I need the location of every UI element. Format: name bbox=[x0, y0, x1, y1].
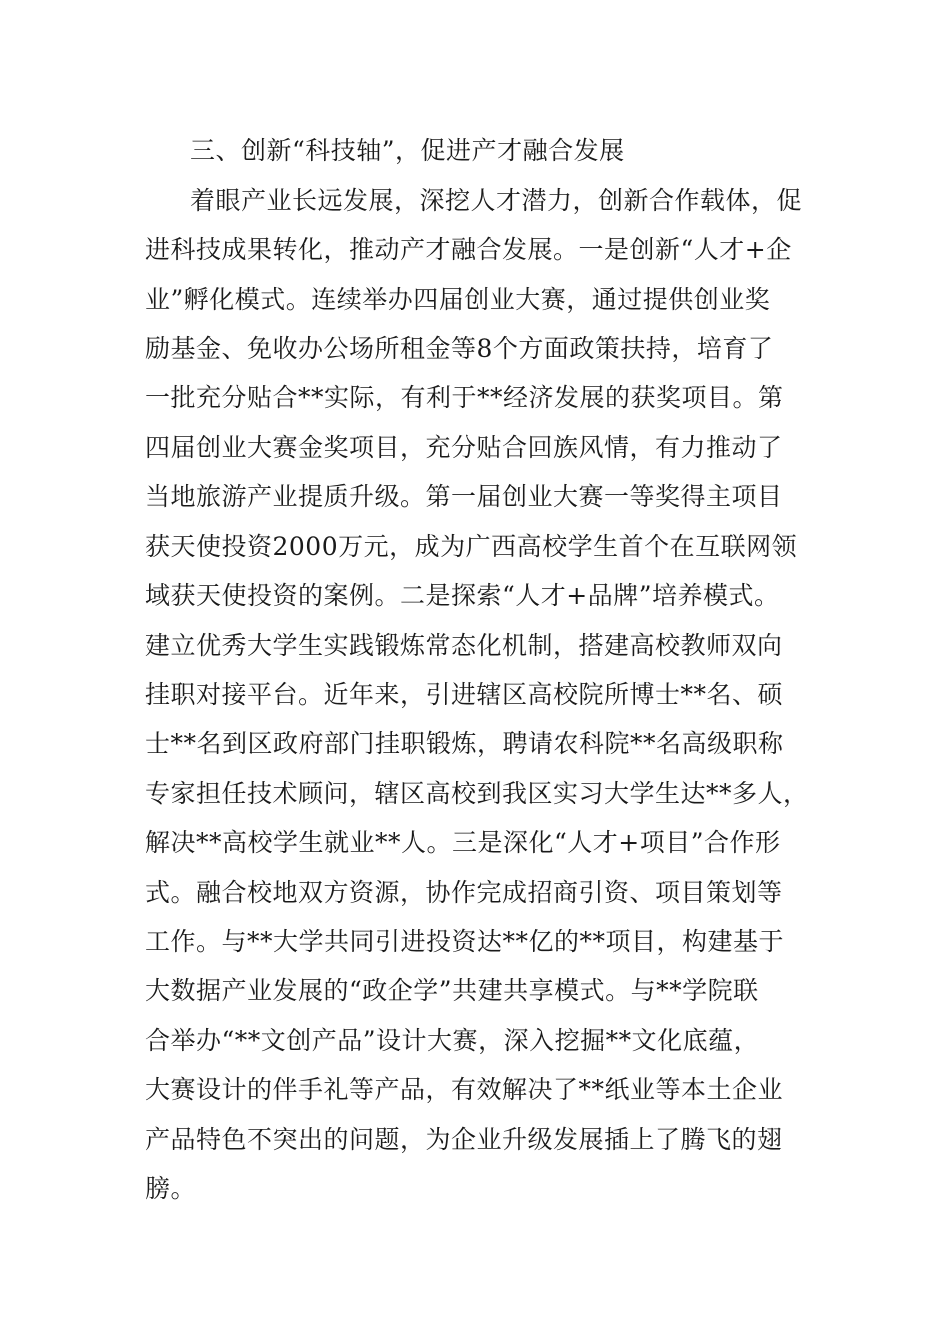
paragraph-line: 工作。与**大学共同引进投资达**亿的**项目，构建基于 bbox=[145, 927, 785, 956]
paragraph-line: 四届创业大赛金奖项目，充分贴合回族风情，有力推动了 bbox=[145, 433, 783, 462]
paragraph-line: 大数据产业发展的“政企学”共建共享模式。与**学院联 bbox=[145, 976, 759, 1005]
paragraph-line: 大赛设计的伴手礼等产品，有效解决了**纸业等本土企业 bbox=[145, 1075, 784, 1104]
paragraph-line: 着眼产业长远发展，深挖人才潜力，创新合作载体，促 bbox=[190, 186, 803, 215]
paragraph-line: 挂职对接平台。近年来，引进辖区高校院所博士**名、硕 bbox=[145, 680, 784, 709]
paragraph-line: 建立优秀大学生实践锻炼常态化机制，搭建高校教师双向 bbox=[145, 631, 783, 660]
paragraph-line: 域获天使投资的案例。二是探索“人才+品牌”培养模式。 bbox=[145, 581, 780, 610]
paragraph-line: 士**名到区政府部门挂职锻炼，聘请农科院**名高级职称 bbox=[145, 729, 784, 758]
paragraph-line: 一批充分贴合**实际，有利于**经济发展的获奖项目。第 bbox=[145, 383, 784, 412]
paragraph-line: 膀。 bbox=[145, 1174, 197, 1203]
paragraph-line: 业”孵化模式。连续举办四届创业大赛，通过提供创业奖 bbox=[145, 285, 771, 314]
section-heading: 三、创新“科技轴”，促进产才融合发展 bbox=[190, 136, 625, 165]
paragraph-line: 当地旅游产业提质升级。第一届创业大赛一等奖得主项目 bbox=[145, 482, 783, 511]
paragraph-line: 产品特色不突出的问题，为企业升级发展插上了腾飞的翅 bbox=[145, 1125, 783, 1154]
paragraph-line: 进科技成果转化，推动产才融合发展。一是创新“人才+企 bbox=[145, 235, 792, 264]
paragraph-line: 专家担任技术顾问，辖区高校到我区实习大学生达**多人， bbox=[145, 779, 809, 808]
paragraph-line: 励基金、免收办公场所租金等8个方面政策扶持，培育了 bbox=[145, 334, 774, 363]
paragraph-line: 合举办“**文创产品”设计大赛，深入挖掘**文化底蕴， bbox=[145, 1026, 760, 1055]
paragraph-line: 解决**高校学生就业**人。三是深化“人才+项目”合作形 bbox=[145, 828, 781, 857]
paragraph-line: 获天使投资2000万元，成为广西高校学生首个在互联网领 bbox=[145, 532, 798, 561]
paragraph-line: 式。融合校地双方资源，协作完成招商引资、项目策划等 bbox=[145, 878, 783, 907]
